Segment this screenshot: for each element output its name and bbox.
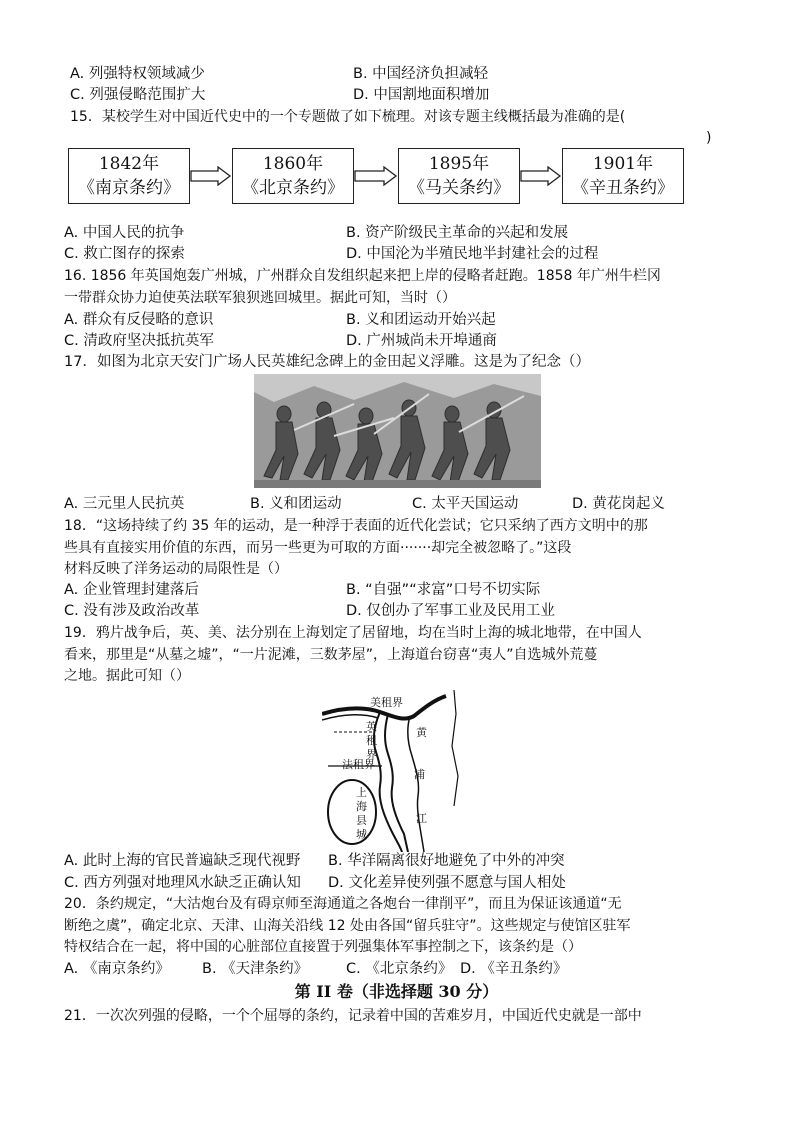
timeline-year: 1842年 <box>98 154 160 174</box>
map-label-jiang: 江 <box>416 812 427 825</box>
timeline-treaty: 《南京条约》 <box>78 178 180 198</box>
q14-option-a: A. 列强特权领域减少 <box>70 66 205 82</box>
timeline-box-1860 <box>232 148 354 204</box>
q21-stem-line1: 21．一次次列强的侵略，一个个屈辱的条约，记录着中国的苦难岁月，中国近代史就是一部中 <box>64 1008 642 1024</box>
q16-option-b: B. 义和团运动开始兴起 <box>346 312 496 328</box>
section-2-title: 第 II 卷（非选择题 30 分） <box>294 982 499 1001</box>
q19-stem-line3: 之地。据此可知（） <box>64 668 190 684</box>
q17-option-a: A. 三元里人民抗英 <box>64 496 185 512</box>
q15-option-a: A. 中国人民的抗争 <box>64 225 185 241</box>
q15-stem: 15．某校学生对中国近代史中的一个专题做了如下梳理。对该专题主线概括最为准确的是( <box>70 109 626 125</box>
q18-option-c: C. 没有涉及政治改革 <box>64 603 200 619</box>
timeline-year: 1895年 <box>428 154 490 174</box>
q18-option-a: A. 企业管理封建落后 <box>64 582 199 598</box>
map-label-french-concession: 法租界 <box>342 758 375 771</box>
q18-stem-line2: 些具有直接实用价值的东西，而另一些更为可取的方面·······却完全被忽略了。”这段 <box>64 540 572 556</box>
q18-option-d: D. 仅创办了军事工业及民用工业 <box>346 603 555 619</box>
timeline-box-1901 <box>562 148 684 204</box>
q15-stem-end: ) <box>706 130 712 146</box>
map-label-hai: 海 <box>356 800 367 813</box>
q17-option-b: B. 义和团运动 <box>250 496 342 512</box>
q14-option-d: D. 中国割地面积增加 <box>353 87 490 103</box>
map-label-xian: 县 <box>356 814 367 827</box>
q15-option-b: B. 资产阶级民主革命的兴起和发展 <box>346 225 569 241</box>
q16-option-d: D. 广州城尚未开埠通商 <box>346 333 497 349</box>
q16-option-a: A. 群众有反侵略的意识 <box>64 312 214 328</box>
timeline-arrow-icon <box>354 166 398 186</box>
q20-option-b: B. 《天津条约》 <box>202 961 309 977</box>
q16-option-c: C. 清政府坚决抵抗英军 <box>64 333 214 349</box>
q19-stem-line1: 19．鸦片战争后，英、美、法分别在上海划定了居留地，均在当时上海的城北地带，在中国人 <box>64 625 642 641</box>
map-label-shang: 上 <box>356 786 367 799</box>
map-label-american-concession: 美租界 <box>370 696 403 709</box>
q16-stem-line1: 16. 1856 年英国炮轰广州城，广州群众自发组织起来把上岸的侵略者赶跑。1858 年广州牛栏冈 <box>64 268 661 284</box>
q18-option-b: B. “自强”“求富”口号不切实际 <box>346 582 541 598</box>
timeline-treaty: 《马关条约》 <box>408 178 510 198</box>
map-label-jie: 界 <box>366 748 377 761</box>
q19-option-a: A. 此时上海的官民普遍缺乏现代视野 <box>64 853 301 869</box>
q17-option-d: D. 黄花岗起义 <box>572 496 665 512</box>
timeline-year: 1901年 <box>592 154 654 174</box>
q20-option-d: D. 《辛丑条约》 <box>460 961 568 977</box>
q20-stem-line2: 断绝之虞”，确定北京、天津、山海关沿线 12 处由各国“留兵驻守”。这些规定与使馆区驻军 <box>64 918 631 934</box>
map-label-zu: 租 <box>366 734 377 747</box>
q14-option-b: B. 中国经济负担减轻 <box>353 66 489 82</box>
timeline-year: 1860年 <box>262 154 324 174</box>
q18-stem-line3: 材料反映了洋务运动的局限性是（） <box>64 561 288 577</box>
q19-stem-line2: 看来，那里是“从墓之墟”，“一片泥滩，三数茅屋”，上海道台窃喜“夷人”自选城外荒蔓 <box>64 647 598 663</box>
timeline-treaty: 《辛丑条约》 <box>572 178 674 198</box>
q17-stem: 17．如图为北京天安门广场人民英雄纪念碑上的金田起义浮雕。这是为了纪念（） <box>64 354 590 370</box>
jintian-uprising-relief-image <box>254 374 541 488</box>
map-label-pu: 浦 <box>414 768 425 781</box>
q14-option-c: C. 列强侵略范围扩大 <box>70 87 206 103</box>
map-label-cheng: 城 <box>356 828 367 841</box>
q19-option-c: C. 西方列强对地理风水缺乏正确认知 <box>64 875 301 891</box>
q20-stem-line3: 特权结合在一起，将中国的心脏部位直接置于列强集体军事控制之下，该条约是（） <box>64 939 582 955</box>
q19-option-b: B. 华洋隔离很好地避免了中外的冲突 <box>328 853 565 869</box>
relief-figures-icon <box>254 374 541 488</box>
q20-option-c: C. 《北京条约》 <box>346 961 453 977</box>
q20-option-a: A. 《南京条约》 <box>64 961 170 977</box>
map-label-ying: 英 <box>366 720 377 733</box>
q20-stem-line1: 20．条约规定，“大沽炮台及有碍京师至海通道之各炮台一律削平”，而且为保证该通道“无 <box>64 896 622 912</box>
timeline-treaty: 《北京条约》 <box>242 178 344 198</box>
q15-option-c: C. 救亡图存的探索 <box>64 246 185 262</box>
timeline-arrow-icon <box>190 166 232 186</box>
q17-option-c: C. 太平天国运动 <box>412 496 519 512</box>
q16-stem-line2: 一带群众协力迫使英法联军狼狈逃回城里。据此可知，当时（） <box>64 290 456 306</box>
q19-option-d: D. 文化差异使列强不愿意与国人相处 <box>328 875 566 891</box>
timeline-arrow-icon <box>520 166 562 186</box>
shanghai-concessions-map <box>322 686 472 852</box>
timeline-box-1895 <box>398 148 520 204</box>
q18-stem-line1: 18．“这场持续了约 35 年的运动，是一种浮于表面的近代化尝试；它只采纳了西方文明中的那 <box>64 518 648 534</box>
timeline-box-1842 <box>68 148 190 204</box>
q15-option-d: D. 中国沦为半殖民地半封建社会的过程 <box>346 246 599 262</box>
map-label-huang: 黄 <box>416 726 427 739</box>
